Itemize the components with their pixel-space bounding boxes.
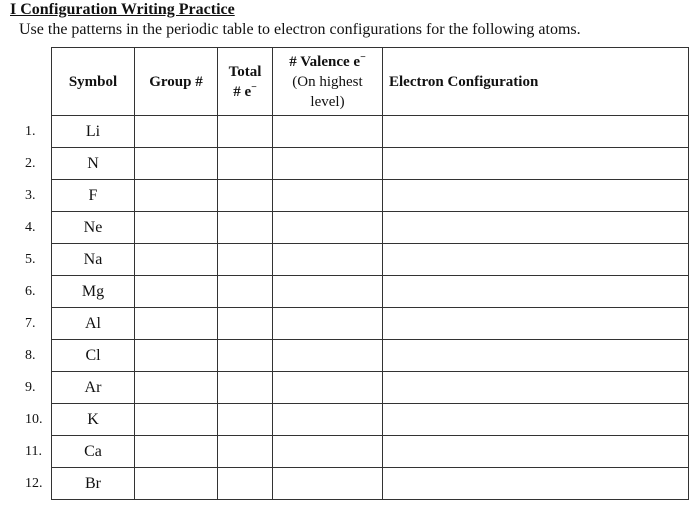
row-number: 8. xyxy=(25,347,36,363)
electron-configuration-header: Electron Configuration xyxy=(383,48,689,116)
valence-header-line1: # Valence e xyxy=(289,53,361,70)
electron-configuration-cell[interactable] xyxy=(383,244,689,276)
valence-header-line2: (On highest xyxy=(292,73,363,90)
group-cell[interactable] xyxy=(135,372,218,404)
row-number: 4. xyxy=(25,219,36,235)
electron-configuration-table xyxy=(51,47,689,500)
total-electrons-cell[interactable] xyxy=(218,276,273,308)
electron-configuration-cell[interactable] xyxy=(383,340,689,372)
group-cell[interactable] xyxy=(135,340,218,372)
row-number: 6. xyxy=(25,283,36,299)
symbol-cell: N xyxy=(52,148,135,180)
row-number: 7. xyxy=(25,315,36,331)
valence-electrons-cell[interactable] xyxy=(273,308,383,340)
valence-electrons-cell[interactable] xyxy=(273,468,383,500)
symbol-cell: K xyxy=(52,404,135,436)
group-cell[interactable] xyxy=(135,276,218,308)
group-header: Group # xyxy=(135,48,218,116)
group-cell[interactable] xyxy=(135,116,218,148)
group-cell[interactable] xyxy=(135,404,218,436)
total-electrons-cell[interactable] xyxy=(218,340,273,372)
electron-configuration-cell[interactable] xyxy=(383,372,689,404)
table-row xyxy=(52,116,689,148)
row-number: 3. xyxy=(25,187,36,203)
total-header-superscript: − xyxy=(251,81,257,93)
total-header-line1: Total xyxy=(228,63,262,80)
table-row xyxy=(52,340,689,372)
electron-configuration-cell[interactable] xyxy=(383,276,689,308)
total-electrons-cell[interactable] xyxy=(218,116,273,148)
total-electrons-cell[interactable] xyxy=(218,212,273,244)
symbol-cell: Ca xyxy=(52,436,135,468)
symbol-cell: Li xyxy=(52,116,135,148)
row-number: 1. xyxy=(25,123,36,139)
row-number: 10. xyxy=(25,411,43,427)
table-row xyxy=(52,148,689,180)
valence-electrons-cell[interactable] xyxy=(273,244,383,276)
valence-electrons-header xyxy=(273,48,383,116)
electron-configuration-cell[interactable] xyxy=(383,436,689,468)
total-electrons-cell[interactable] xyxy=(218,436,273,468)
table-row xyxy=(52,180,689,212)
valence-electrons-cell[interactable] xyxy=(273,340,383,372)
group-cell[interactable] xyxy=(135,468,218,500)
valence-header-superscript: − xyxy=(360,51,366,63)
table-row xyxy=(52,276,689,308)
group-cell[interactable] xyxy=(135,180,218,212)
table-row xyxy=(52,404,689,436)
total-electrons-header xyxy=(218,48,273,116)
instructions: Use the patterns in the periodic table to electron configurations for the following atoms. xyxy=(19,21,581,38)
valence-electrons-cell[interactable] xyxy=(273,212,383,244)
valence-electrons-cell[interactable] xyxy=(273,148,383,180)
symbol-cell: Ne xyxy=(52,212,135,244)
total-electrons-cell[interactable] xyxy=(218,148,273,180)
symbol-cell: Ar xyxy=(52,372,135,404)
group-cell[interactable] xyxy=(135,436,218,468)
electron-configuration-cell[interactable] xyxy=(383,404,689,436)
total-electrons-cell[interactable] xyxy=(218,468,273,500)
electron-configuration-cell[interactable] xyxy=(383,180,689,212)
symbol-cell: Na xyxy=(52,244,135,276)
symbol-cell: Cl xyxy=(52,340,135,372)
symbol-cell: Mg xyxy=(52,276,135,308)
valence-electrons-cell[interactable] xyxy=(273,276,383,308)
group-cell[interactable] xyxy=(135,212,218,244)
valence-electrons-cell[interactable] xyxy=(273,180,383,212)
valence-header-line3: level) xyxy=(310,93,345,110)
table-row xyxy=(52,372,689,404)
symbol-header: Symbol xyxy=(52,48,135,116)
valence-electrons-cell[interactable] xyxy=(273,404,383,436)
symbol-cell: Br xyxy=(52,468,135,500)
electron-configuration-cell[interactable] xyxy=(383,468,689,500)
group-cell[interactable] xyxy=(135,308,218,340)
table-row xyxy=(52,468,689,500)
valence-electrons-cell[interactable] xyxy=(273,372,383,404)
total-electrons-cell[interactable] xyxy=(218,308,273,340)
row-number: 11. xyxy=(25,443,42,459)
title-text: I Configuration Writing Practice xyxy=(10,1,235,18)
symbol-cell: F xyxy=(52,180,135,212)
table-row xyxy=(52,244,689,276)
row-number: 5. xyxy=(25,251,36,267)
symbol-cell: Al xyxy=(52,308,135,340)
electron-configuration-cell[interactable] xyxy=(383,148,689,180)
worksheet-title xyxy=(2,1,235,19)
row-number: 2. xyxy=(25,155,36,171)
total-electrons-cell[interactable] xyxy=(218,180,273,212)
total-electrons-cell[interactable] xyxy=(218,372,273,404)
total-electrons-cell[interactable] xyxy=(218,404,273,436)
table-row xyxy=(52,212,689,244)
valence-electrons-cell[interactable] xyxy=(273,116,383,148)
electron-configuration-cell[interactable] xyxy=(383,212,689,244)
total-electrons-cell[interactable] xyxy=(218,244,273,276)
group-cell[interactable] xyxy=(135,244,218,276)
table-row xyxy=(52,308,689,340)
row-number: 9. xyxy=(25,379,36,395)
electron-configuration-cell[interactable] xyxy=(383,308,689,340)
electron-configuration-cell[interactable] xyxy=(383,116,689,148)
group-cell[interactable] xyxy=(135,148,218,180)
table-row xyxy=(52,436,689,468)
total-header-line2: # e xyxy=(233,83,252,100)
valence-electrons-cell[interactable] xyxy=(273,436,383,468)
header-row xyxy=(52,48,689,116)
row-number: 12. xyxy=(25,475,43,491)
